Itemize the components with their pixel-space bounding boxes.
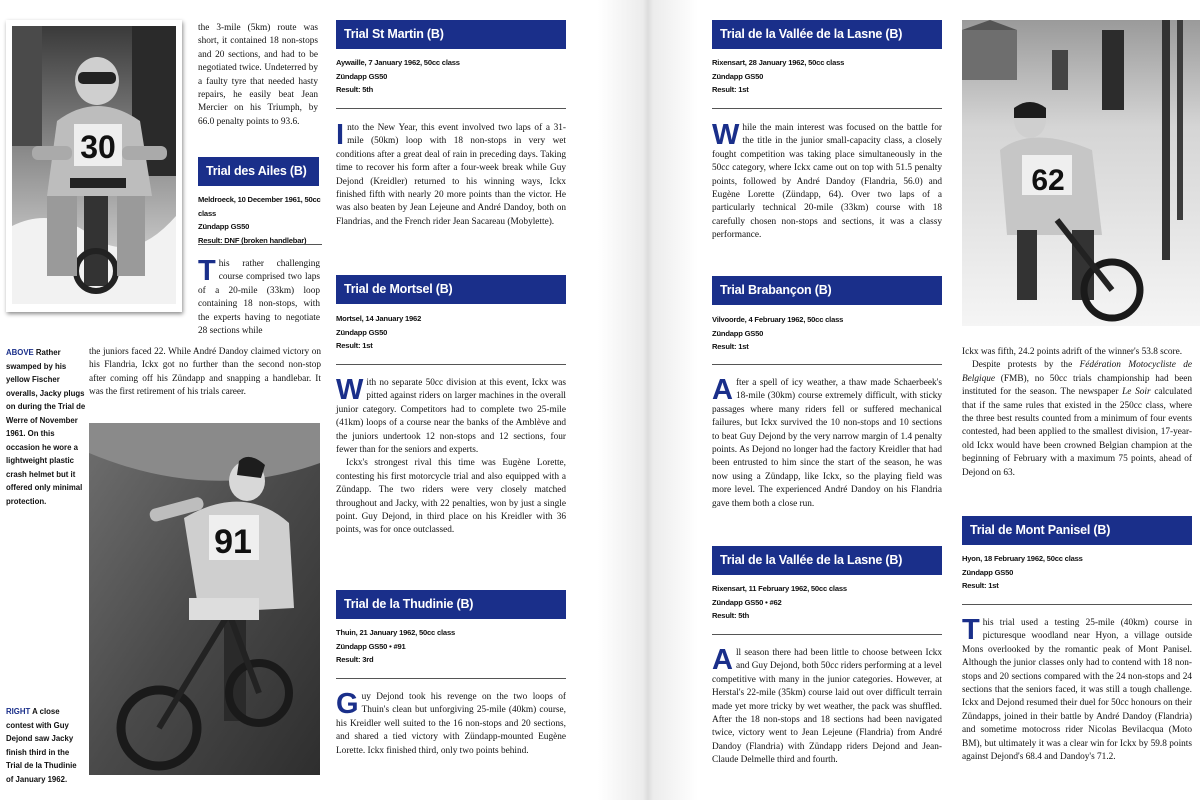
trial-brabancon-text: After a spell of icy weather, a thaw made Schaerbeek's 18-mile (30km) course extremely difficult, with sticky passages where many riders fell or suffered mechanical failures, but Ickx survived the 10 non-stops and 10 sections to beat Guy Dejond by the very narrow margin of 1.4 penalty points. As Dejond no longer had the factory Kreidler that had been entrusted to him since the start of the season, he was now using a Zündapp, like Ickx, so the playing field was more level. The experienced André Dandoy on his Flandria gave them both a close run. [712, 374, 942, 509]
photo-rider-30-frame [6, 20, 182, 312]
photo-rider-91 [89, 423, 320, 775]
trial-brabancon-meta: Vilvoorde, 4 February 1962, 50cc class Zündapp GS50 Result: 1st [712, 315, 844, 352]
section-heading-trial-brabancon: Trial Brabançon (B) [712, 276, 942, 305]
section-heading-trial-de-mortsel: Trial de Mortsel (B) [336, 275, 566, 304]
section-heading-trial-st-martin: Trial St Martin (B) [336, 20, 566, 49]
vallee-de-la-lasne-2-text: All season there had been little to choose between Ickx and Guy Dejond, both 50cc riders performing at a level competitive with many in the junior categories. However, at Herstal's 22-mile (35km) course laid out over difficult terrain made yet more tricky by wet weather, the pack was shuffled. After the 18 non-stops and 18 sections had been navigated twice, victory went to Jean Lejeune (Flandria) from André Dandoy (Flandria) with Zündapp riders Dejond and Jean-Claude Delmelle third and fourth. [712, 644, 942, 766]
drop-cap: T [198, 255, 216, 287]
trial-des-ailes-meta: Meldroeck, 10 December 1961, 50cc class Zündapp GS50 Result: DNF (broken handlebar) [198, 195, 321, 245]
trial-de-mont-panisel-meta: Hyon, 18 February 1962, 50cc class Zündapp GS50 Result: 1st [962, 554, 1083, 591]
trial-de-mortsel-meta: Mortsel, 14 January 1962 Zündapp GS50 Result: 1st [336, 314, 422, 351]
caption-right: RIGHT A close contest with Guy Dejond saw Jacky finish third in the Trial de la Thudinie of January 1962. [6, 707, 77, 784]
vallee-de-la-lasne-1-meta: Rixensart, 28 January 1962, 50cc class Zündapp GS50 Result: 1st [712, 58, 845, 95]
trial-de-mont-panisel-text: This trial used a testing 25-mile (40km) course in picturesque woodland near Hyon, a village outside Mons overlooked by the romantic peak of Mont Panisel. Although the junior classes only had to contend with 18 non-stops and 20 sections compared with the 24 non-stops and 24 sections that the seniors faced, it was still a tough challenge. Ickx and Dejond resumed their duel for 50cc honours on their Zündapps, joined in their battle by André Dandoy (Flandria) and sometime motocross rider Nicolas Bevilacqua (Moto BM), but ultimately it was a clear win for Ickx by 59.8 points against Dejond's 68.4 and Dandoy's 71.2. [962, 614, 1192, 763]
section-heading-trial-de-la-thudinie: Trial de la Thudinie (B) [336, 590, 566, 619]
trial-de-mortsel-text: With no separate 50cc division at this event, Ickx was pitted against riders on larger machines in the overall junior category. Competitors had to complete two 25-mile (41km) loops of a course near the banks of the Amblève and the juniors undertook 12 non-stops and 12 sections, four fewer than for the seniors and experts. Ickx's strongest rival this time was Eugène Lorette, contesting his first motorcycle trial and also equipped with a Zündapp. The two riders were very closely matched throughout and Jacky, with 22 penalties, won by just a single point. Guy Dejond, in third place on his Kreidler with 36 points, was for once outclassed. [336, 374, 566, 536]
bib-number-91: 91 [214, 523, 252, 561]
trial-st-martin-meta: Aywaille, 7 January 1962, 50cc class Zündapp GS50 Result: 5th [336, 58, 460, 95]
vallee-de-la-lasne-1-text: While the main interest was focused on the battle for the title in the junior small-capacity class, a closely fought competition was taking place simultaneously in the 50cc category, where Ickx came out on top with 51.5 penalty points, followed by André Dandoy (Flandria, 56.0) and Eugène Lorette (Zündapp, 64). Over two laps of a particularly technical 20-mile (33km) course with 18 carefully chosen non-stops and sections, it was a classy performance. [712, 119, 942, 241]
trial-de-la-thudinie-text: Guy Dejond took his revenge on the two loops of Thuin's clean but unforgiving 25-mile (40km) course, his Kreidler well suited to the 16 non-stops and 20 sections, and shared a tied victory with Zündapp-mounted Eugène Lorette. Ickx finished third, only two points behind. [336, 688, 566, 756]
photo-rider-30 [12, 26, 176, 304]
trial-st-martin-text: Into the New Year, this event involved two laps of a 31-mile (50km) loop with 18 non-stops in very wet conditions after a great deal of rain in preceding days. Taking time to recover his form after a four-week break while Guy Dejond (Kreidler) returned to his winning ways, Ickx finished fifth with nearly 20 more points than the victor. He was also beaten by Jean Lejeune and André Dandoy, both on Flandrias, and the French rider Jean Sacareau (Mobylette). [336, 119, 566, 227]
section-heading-trial-des-ailes: Trial des Ailes (B) [198, 157, 319, 186]
bib-number-30: 30 [80, 129, 116, 165]
trial-des-ailes-text-wide: the juniors faced 22. While André Dandoy claimed victory on his Flandria, Ickx got no further than the second non-stop after coming off his Zündapp and snapping a handlebar. It was the first retirement of his trials career. [89, 347, 321, 398]
trial-des-ailes-text: This rather challenging course comprised two laps of a 20-mile (33km) loop containing 18 non-stops, with the experts having to negotiate 28 sections while [198, 255, 320, 337]
aisles-intro-text: the 3-mile (5km) route was short, it contained 18 non-stops and 20 sections, and had to be negotiated twice. Undeterred by a faulty tyre that needed hasty repairs, he easily beat Jean Mercier on his Triumph, by 66.0 penalty points to 93.6. [198, 23, 318, 127]
right-column-text: Ickx was fifth, 24.2 points adrift of the winner's 53.8 score. Despite protests by the Fédération Motocycliste de Belgique (FMB), no 50cc trials championship had been instituted for the season. The newspaper Le Soir calculated that if the same rules that existed in the 250cc class, where the three best results counted from a minimum of four events contested, had been applied to the smallest division, 17-year-old Ickx would have been crowned Belgian champion at the beginning of February with a maximum 75 points, ahead of Dejond on 63. [962, 347, 1193, 478]
photo-rider-62 [962, 20, 1200, 326]
section-heading-trial-de-mont-panisel: Trial de Mont Panisel (B) [962, 516, 1192, 545]
caption-above: ABOVE Rather swamped by his yellow Fischer overalls, Jacky plugs on during the Trial de Werre of November 1961. On this occasion he wore a lightweight plastic crash helmet but it offered only minimal protection. [6, 348, 86, 506]
page-gutter [598, 0, 698, 800]
vallee-de-la-lasne-2-meta: Rixensart, 11 February 1962, 50cc class Zündapp GS50 • #62 Result: 5th [712, 584, 847, 621]
section-heading-vallee-de-la-lasne-1: Trial de la Vallée de la Lasne (B) [712, 20, 942, 49]
bib-number-62: 62 [1031, 164, 1065, 197]
trial-de-la-thudinie-meta: Thuin, 21 January 1962, 50cc class Zündapp GS50 • #91 Result: 3rd [336, 628, 455, 665]
section-heading-vallee-de-la-lasne-2: Trial de la Vallée de la Lasne (B) [712, 546, 942, 575]
